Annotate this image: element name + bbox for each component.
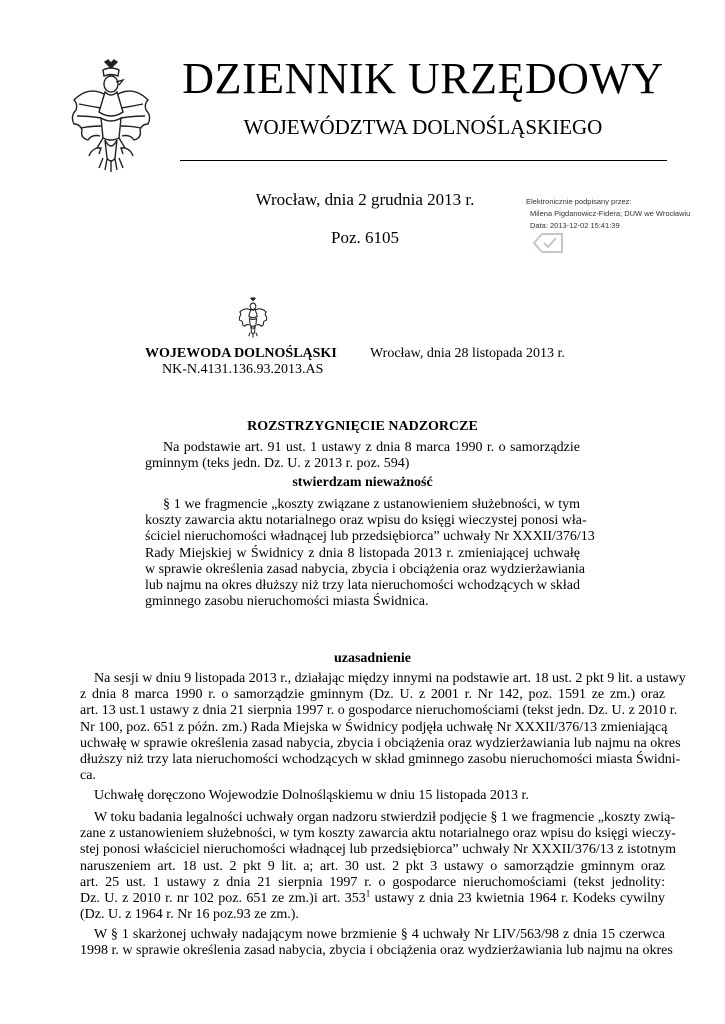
paragraph-line: § 1 we fragmencie „koszty związane z ustanowieniem służebności, w tym: [163, 497, 580, 512]
justification-paragraph-1: [80, 671, 686, 784]
justification-text: Dz. U. z 2010 r. nr 102 poz. 651 ze zm.)i art. 353: [80, 891, 366, 907]
justification-line: ca.: [80, 768, 96, 784]
gazette-subtitle: WOJEWÓDZTWA DOLNOŚLĄSKIEGO: [243, 115, 603, 139]
paragraph-line: Rady Miejskiej w Świdnicy z dnia 8 listopada 2013 r. zmieniającej uchwałę: [145, 545, 580, 561]
justification-text: ustawy z dnia 23 kwietnia 1964 r. Kodeks cywilny: [370, 891, 666, 907]
decision-basis: [145, 440, 580, 472]
justification-line: Nr 100, poz. 651 z późn. zm.) Rada Miejska w Świdnicy podjęła uchwałę Nr XXXII/376/13 zmieniającą: [80, 719, 668, 735]
issuer-date: Wrocław, dnia 28 listopada 2013 r.: [370, 346, 565, 361]
paragraph-line: ściciel nieruchomości władnącej lub przedsiębiorca” uchwały Nr XXXII/376/13: [145, 529, 595, 545]
justification-line: stej ponosi właściciel nieruchomości władnącej lub przedsiębiorca” uchwały Nr XXXII/376/13 z istotnym: [80, 842, 676, 858]
justification-heading: uzasadnienie: [333, 651, 411, 666]
superscript: 1: [365, 888, 371, 899]
signature-check-mark-icon: [532, 232, 564, 254]
justification-line: 1998 r. w sprawie określenia zasad nabycia, zbycia i obciążenia oraz wydzierżawiania lub najmu na okres: [80, 943, 673, 959]
justification-line: zane z ustanowieniem służebności, w tym koszty zawarcia aktu notarialnego oraz wpisu do księgi wieczy-: [80, 826, 676, 842]
justification-line-with-superscript: [80, 888, 666, 907]
signature-line-2: Milena Pigdanowicz-Fidera; DUW we Wrocławiu: [530, 209, 691, 218]
reference-number: NK-N.4131.136.93.2013.AS: [162, 362, 324, 377]
justification-line: W toku badania legalności uchwały organ nadzoru stwierdził podjęcie § 1 we fragmencie „koszty zwią-: [94, 810, 676, 825]
justification-line: z dnia 8 marca 1990 r. o samorządzie gminnym (Dz. U. z 2001 r. Nr 142, poz. 1591 ze zm.) oraz: [80, 687, 665, 703]
justification-line: Uchwałę doręczono Wojewodzie Dolnośląskiemu w dniu 15 listopada 2013 r.: [94, 788, 529, 803]
justification-paragraph-4: [80, 927, 673, 959]
signature-line-1: Elektronicznie podpisany przez:: [526, 197, 632, 206]
basis-line: Na podstawie art. 91 ust. 1 ustawy z dnia 8 marca 1990 r. o samorządzie: [163, 440, 580, 455]
justification-line: W § 1 skarżonej uchwały nadającym nowe brzmienie § 4 uchwały Nr LIV/563/98 z dnia 15 czerwca: [94, 927, 665, 942]
basis-line: gminnym (teks jedn. Dz. U. z 2013 r. poz. 594): [145, 456, 410, 472]
publication-date: Wrocław, dnia 2 grudnia 2013 r.: [255, 190, 475, 209]
justification-line: (Dz. U. z 1964 r. Nr 16 poz.93 ze zm.).: [80, 907, 299, 923]
decision-paragraph: [145, 497, 595, 610]
signature-line-3: Data: 2013-12-02 15:41:39: [530, 221, 620, 230]
paragraph-line: w sprawie określenia zasad nabycia, zbycia i obciążenia oraz wydzierżawiania: [145, 561, 585, 577]
justification-line: naruszeniem art. 18 ust. 2 pkt 9 lit. a; art. 30 ust. 2 pkt 3 ustawy o samorządzie gminnym oraz: [80, 858, 665, 874]
justification-line: dłuższy niż trzy lata nieruchomości wchodzących w skład gminnego zasobu nieruchomości miasta Świdni-: [80, 752, 681, 768]
gazette-title: DZIENNIK URZĘDOWY: [182, 54, 664, 103]
justification-line: Na sesji w dniu 9 listopada 2013 r., działając między innymi na podstawie art. 18 ust. 2 pkt 9 lit. a ustawy: [94, 671, 686, 686]
justification-line: art. 25 ust. 1 ustawy z dnia 21 sierpnia 1997 r. o gospodarce nieruchomościami (tekst jednolity:: [80, 874, 665, 890]
paragraph-line: gminnego zasobu nieruchomości miasta Świdnica.: [145, 594, 429, 610]
decision-heading: ROZSTRZYGNIĘCIE NADZORCZE: [247, 419, 478, 434]
justification-line: uchwałę w sprawie określenia zasad nabycia, zbycia i obciążenia oraz wydzierżawiania lub najmu na okres: [80, 735, 681, 751]
position-number: Poz. 6105: [331, 228, 399, 247]
voivode-eagle-emblem-icon: [235, 297, 271, 339]
issuer-name: WOJEWODA DOLNOŚLĄSKI: [145, 346, 337, 361]
header-divider: [180, 160, 667, 161]
electronic-signature-box: [526, 196, 716, 232]
justification-paragraph-3: [80, 810, 676, 923]
paragraph-line: koszty zawarcia aktu notarialnego oraz wpisu do księgi wieczystej ponosi wła-: [145, 513, 587, 529]
polish-eagle-emblem-icon: [60, 58, 162, 176]
justification-paragraph-2: [80, 788, 665, 804]
paragraph-line: lub najmu na okres dłuższy niż trzy lata nieruchomości wchodzących w skład: [145, 578, 581, 594]
justification-line: art. 13 ust.1 ustawy z dnia 21 sierpnia 1997 r. o gospodarce nieruchomościami (tekst jedn. Dz. U. z 2010 r.: [80, 703, 678, 719]
decision-statement: stwierdzam nieważność: [292, 475, 433, 490]
